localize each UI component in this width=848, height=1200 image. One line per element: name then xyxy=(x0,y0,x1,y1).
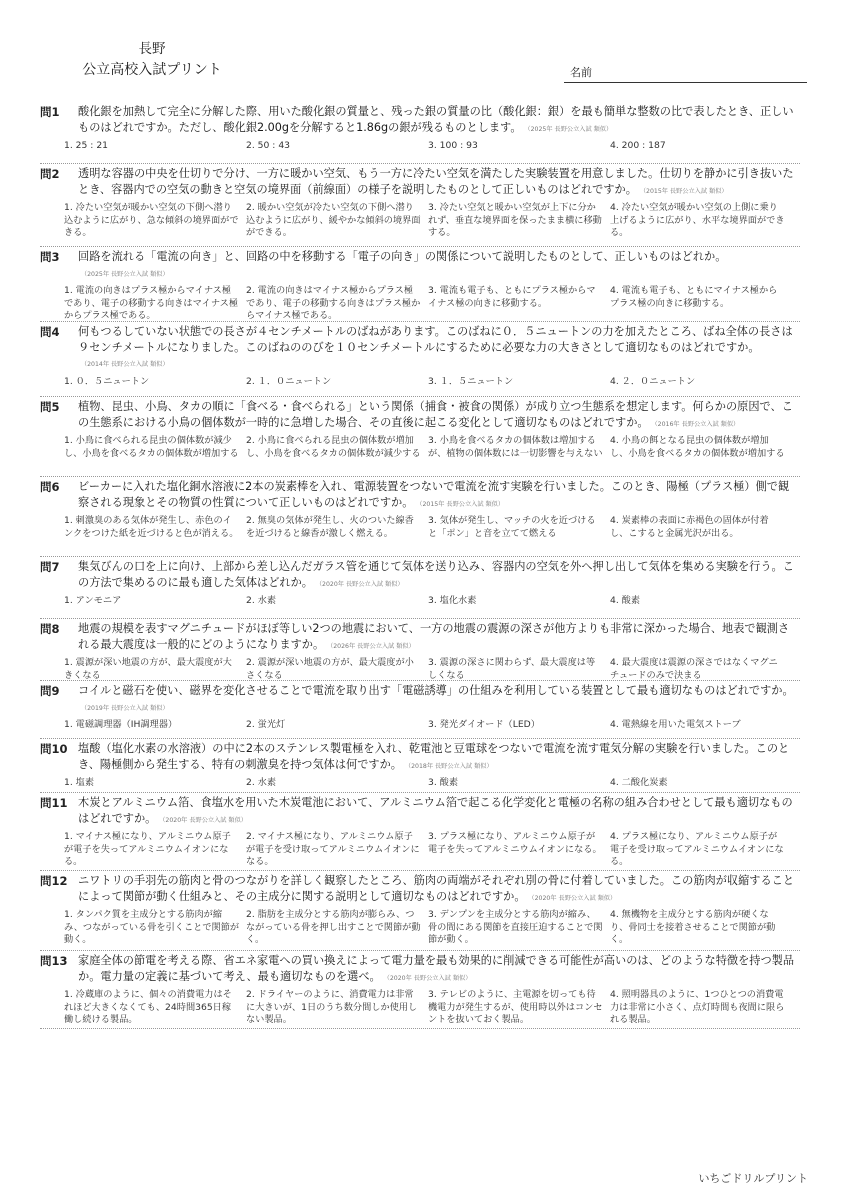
choice-row xyxy=(64,435,800,460)
choice-option[interactable]: 3. プラス極になり、アルミニウム原子が電子を失ってアルミニウムイオンになる。 xyxy=(428,831,602,855)
choice-option[interactable]: 1. 刺激臭のある気体が発生し、赤色のインクをつけた紙を近づけると色が消える。 xyxy=(64,515,239,539)
question-block xyxy=(40,951,800,1029)
region-label: 長野 xyxy=(138,41,166,57)
choice-option[interactable]: 2. 小鳥に食べられる昆虫の個体数が増加し、小鳥を食べるタカの個体数が減少する xyxy=(246,435,421,459)
question-source: （2020年 長野公立入試 類似） xyxy=(318,580,404,588)
choice-option[interactable]: 4. 200 : 187 xyxy=(610,140,666,152)
name-field[interactable] xyxy=(564,82,807,83)
choice-row xyxy=(64,909,800,947)
question-number: 問4 xyxy=(40,325,60,339)
choice-option[interactable]: 2. 電流の向きはマイナス極からプラス極であり、電子の移動する向きはプラス極からマイナス極である。 xyxy=(246,285,421,322)
question-number: 問12 xyxy=(40,874,68,888)
choice-option[interactable]: 1. 電磁調理器（IH調理器） xyxy=(64,719,178,731)
question-text xyxy=(78,739,800,774)
question-block xyxy=(40,397,800,477)
question-source: （2015年 長野公立入試 類似） xyxy=(642,187,728,195)
question-block xyxy=(40,164,800,247)
choice-option[interactable]: 3. 電流も電子も、ともにプラス極からマイナス極の向きに移動する。 xyxy=(428,285,596,309)
choice-row xyxy=(64,831,800,869)
choice-option[interactable]: 1. タンパク質を主成分とする筋肉が縮み、つながっている骨を引くことで関節が動く。 xyxy=(64,909,240,946)
question-block xyxy=(40,322,800,397)
choice-row xyxy=(64,515,800,540)
choice-option[interactable]: 1. マイナス極になり、アルミニウム原子が電子を失ってアルミニウムイオンになる。 xyxy=(64,831,231,868)
choice-option[interactable]: 4. 電流も電子も、ともにマイナス極からプラス極の向きに移動する。 xyxy=(610,285,778,309)
footer-brand: いちごドリルプリント xyxy=(698,1172,808,1185)
question-body: 家庭全体の節電を考える際、省エネ家電への買い換えによって電力量を最も効果的に削減できる可能性が高いのは、どのような特徴を持つ製品か。電力量の定義に基づいて考え、最も適切なものを選べ。 xyxy=(78,954,795,983)
question-source: （2020年 長野公立入試 類似） xyxy=(162,816,247,824)
question-text xyxy=(78,322,800,373)
choice-option[interactable]: 3. デンプンを主成分とする筋肉が縮み、骨の間にある関節を直接圧迫することで関節が動く。 xyxy=(428,909,603,946)
choice-option[interactable]: 1. 塩素 xyxy=(64,777,95,789)
choice-row xyxy=(64,777,800,790)
question-block xyxy=(40,793,800,871)
question-block xyxy=(40,871,800,951)
question-block xyxy=(40,557,800,619)
question-text xyxy=(78,619,800,654)
question-text xyxy=(78,102,800,137)
question-number: 問11 xyxy=(40,796,68,810)
choice-option[interactable]: 2. ドライヤーのように、消費電力は非常に大きいが、1日のうち数分間しか使用しない製品。 xyxy=(246,989,418,1026)
question-source: （2018年 長野公立入試 類似） xyxy=(408,762,493,770)
choice-row xyxy=(64,657,800,682)
question-body: 集気びんの口を上に向け、上部から差し込んだガラス管を通じて気体を送り込み、容器内の空気を外へ押し出して気体を集める実験を行う。この方法で集めるのに最も適した気体はどれか。 xyxy=(78,560,794,589)
question-number: 問9 xyxy=(40,684,60,698)
question-body: 塩酸（塩化水素の水溶液）の中に2本のステンレス製電極を入れ、乾電池と豆電球をつないで電流を流す電気分解の実験を行いました。このとき、陽極側から発生する、特有の刺激臭を持つ気体は何ですか。 xyxy=(78,742,790,771)
choice-option[interactable]: 1. アンモニア xyxy=(64,595,122,607)
question-source: （2025年 長野公立入試 類似） xyxy=(527,125,613,133)
choice-option[interactable]: 4. 電熱線を用いた電気ストーブ xyxy=(610,719,741,731)
choice-option[interactable]: 3. 発光ダイオード（LED） xyxy=(428,719,540,731)
choice-option[interactable]: 4. 酸素 xyxy=(610,595,641,607)
choice-option[interactable]: 2. 無臭の気体が発生し、火のついた線香を近づけると線香が激しく燃える。 xyxy=(246,515,414,539)
choice-option[interactable]: 4. ２．０ニュートン xyxy=(610,375,696,387)
question-body: 透明な容器の中央を仕切りで分け、一方に暖かい空気、もう一方に冷たい空気を満たした実験装置を用意しました。仕切りを静かに引き抜いたとき、容器内での空気の動きと空気の境界面（前線面）の様子を説明したものとして正しいものはどれですか。 xyxy=(78,167,794,196)
question-text xyxy=(78,681,800,716)
question-text xyxy=(78,951,800,986)
question-number: 問8 xyxy=(40,622,60,636)
question-number: 問2 xyxy=(40,167,60,181)
question-number: 問13 xyxy=(40,954,68,968)
choice-option[interactable]: 3. 冷たい空気と暖かい空気が上下に分かれず、垂直な境界面を保ったまま横に移動する。 xyxy=(428,202,602,239)
choice-option[interactable]: 3. テレビのように、主電源を切っても待機電力が発生するが、使用時以外はコンセントを抜いておく製品。 xyxy=(428,989,603,1026)
choice-option[interactable]: 2. 暖かい空気が冷たい空気の下側へ潜り込むように広がり、緩やかな傾斜の境界面ができる。 xyxy=(246,202,421,239)
question-text xyxy=(78,557,800,592)
choice-option[interactable]: 2. 脂肪を主成分とする筋肉が膨らみ、つながっている骨を押し出すことで関節が動く。 xyxy=(246,909,421,946)
choice-option[interactable]: 2. 震源が深い地震の方が、最大震度が小さくなる xyxy=(246,657,414,681)
question-block xyxy=(40,247,800,322)
question-text xyxy=(78,164,800,199)
choice-option[interactable]: 3. 震源の深さに関わらず、最大震度は等しくなる xyxy=(428,657,596,681)
choice-option[interactable]: 4. 照明器具のように、1つひとつの消費電力は非常に小さく、点灯時間も夜間に限られる製品。 xyxy=(610,989,785,1026)
question-body: 何もつるしていない状態での長さが４センチメートルのばねがあります。このばねに０．５ニュートンの力を加えたところ、ばね全体の長さは９センチメートルになりました。このばねののびを１０センチメートルにするために必要な力の大きさとして適切なものはどれですか。 xyxy=(78,325,793,354)
question-body: 地震の規模を表すマグニチュードがほぼ等しい2つの地震において、一方の地震の震源の深さが他方よりも非常に深かった場合、地表で観測される最大震度は一般的にどのようになりますか。 xyxy=(78,622,790,651)
choice-row xyxy=(64,719,800,732)
question-body: ニワトリの手羽先の筋肉と骨のつながりを詳しく観察したところ、筋肉の両端がそれぞれ別の骨に付着していました。この筋肉が収縮することによって関節が動く仕組みと、その主成分に関する説明として適切なものはどれですか。 xyxy=(78,874,795,903)
question-number: 問5 xyxy=(40,400,60,414)
question-block xyxy=(40,739,800,793)
choice-option[interactable]: 3. 100 : 93 xyxy=(428,140,478,152)
question-source: （2020年 長野公立入試 類似） xyxy=(386,974,472,982)
choice-row xyxy=(64,202,800,240)
choice-option[interactable]: 1. ０．５ニュートン xyxy=(64,375,150,387)
question-source: （2020年 長野公立入試 類似） xyxy=(531,894,617,902)
choice-option[interactable]: 1. 小鳥に食べられる昆虫の個体数が減少し、小鳥を食べるタカの個体数が増加する xyxy=(64,435,239,459)
choice-row xyxy=(64,989,800,1027)
question-text xyxy=(78,477,800,512)
choice-option[interactable]: 3. 酸素 xyxy=(428,777,459,789)
question-body: ビーカーに入れた塩化銅水溶液に2本の炭素棒を入れ、電源装置をつないで電流を流す実験を行いました。このとき、陽極（プラス極）側で観察される現象とその物質の性質について正しいものはどれですか。 xyxy=(78,480,790,509)
choice-option[interactable]: 2. 水素 xyxy=(246,777,277,789)
question-number: 問6 xyxy=(40,480,60,494)
question-source: （2016年 長野公立入試 類似） xyxy=(654,420,740,428)
choice-option[interactable]: 2. 50 : 43 xyxy=(246,140,291,152)
question-block xyxy=(40,477,800,557)
choice-option[interactable]: 4. プラス極になり、アルミニウム原子が電子を受け取ってアルミニウムイオンになる。 xyxy=(610,831,784,868)
question-body: 酸化銀を加熱して完全に分解した際、用いた酸化銀の質量と、残った銀の質量の比（酸化銀：銀）を最も簡単な整数の比で表したとき、正しいものはどれですか。ただし、酸化銀2.00gを分解すると1.86gの銀が残るものとします。 xyxy=(78,105,794,134)
choice-option[interactable]: 2. マイナス極になり、アルミニウム原子が電子を受け取ってアルミニウムイオンになる。 xyxy=(246,831,420,868)
question-text xyxy=(78,247,800,282)
question-body: 回路を流れる「電流の向き」と、回路の中を移動する「電子の向き」の関係について説明したものとして、正しいものはどれか。 xyxy=(78,250,727,263)
question-source: （2014年 長野公立入試 類似） xyxy=(84,361,169,369)
question-number: 問1 xyxy=(40,105,60,119)
choice-option[interactable]: 1. 冷蔵庫のように、個々の消費電力はそれほど大きくなくても、24時間365日稼働し続ける製品。 xyxy=(64,989,232,1026)
question-source: （2015年 長野公立入試 類似） xyxy=(419,500,505,508)
choice-row xyxy=(64,285,800,323)
question-source: （2026年 長野公立入試 類似） xyxy=(330,642,415,650)
question-text xyxy=(78,793,800,828)
choice-option[interactable]: 2. １．０ニュートン xyxy=(246,375,332,387)
choice-option[interactable]: 2. 水素 xyxy=(246,595,277,607)
choice-option[interactable]: 4. 無機物を主成分とする筋肉が硬くなり、骨同士を接着させることで関節が動く。 xyxy=(610,909,776,946)
print-title: 公立高校入試プリント xyxy=(82,62,222,78)
question-body: 植物、昆虫、小鳥、タカの順に「食べる・食べられる」という関係（捕食・被食の関係）が成り立つ生態系を想定します。何らかの原因で、この生態系における小鳥の個体数が一時的に急増した場合、その直後に起こる変化として適切なものはどれですか。 xyxy=(78,400,793,429)
question-number: 問10 xyxy=(40,742,68,756)
question-block xyxy=(40,681,800,739)
question-text xyxy=(78,397,800,432)
choice-row xyxy=(64,140,800,153)
question-block xyxy=(40,619,800,681)
choice-option[interactable]: 3. 塩化水素 xyxy=(428,595,477,607)
choice-option[interactable]: 4. 最大震度は震源の深さではなくマグニチュードのみで決まる xyxy=(610,657,778,681)
choice-option[interactable]: 1. 25 : 21 xyxy=(64,140,109,152)
choice-option[interactable]: 4. 小鳥の餌となる昆虫の個体数が増加し、小鳥を食べるタカの個体数が増加する xyxy=(610,435,785,459)
choice-option[interactable]: 4. 二酸化炭素 xyxy=(610,777,668,789)
question-block xyxy=(40,102,800,164)
choice-option[interactable]: 4. 炭素棒の表面に赤褐色の固体が付着し、こすると金属光沢が出る。 xyxy=(610,515,769,539)
choice-option[interactable]: 3. 気体が発生し、マッチの火を近づけると「ポン」と音を立てて燃える xyxy=(428,515,596,539)
choice-option[interactable]: 3. １．５ニュートン xyxy=(428,375,514,387)
question-text xyxy=(78,871,800,906)
choice-option[interactable]: 1. 冷たい空気が暖かい空気の下側へ潜り込むように広がり、急な傾斜の境界面ができる。 xyxy=(64,202,239,239)
question-number: 問7 xyxy=(40,560,60,574)
choice-option[interactable]: 3. 小鳥を食べるタカの個体数は増加するが、植物の個体数には一切影響を与えない xyxy=(428,435,603,459)
question-source: （2025年 長野公立入試 類似） xyxy=(84,270,169,278)
name-label: 名前 xyxy=(570,66,592,79)
choice-row xyxy=(64,376,800,389)
choice-option[interactable]: 1. 震源が深い地震の方が、最大震度が大きくなる xyxy=(64,657,232,681)
choice-option[interactable]: 4. 冷たい空気が暖かい空気の上側に乗り上げるように広がり、水平な境界面ができる。 xyxy=(610,202,785,239)
question-list xyxy=(40,102,800,1029)
choice-option[interactable]: 2. 蛍光灯 xyxy=(246,719,286,731)
choice-option[interactable]: 1. 電流の向きはプラス極からマイナス極であり、電子の移動する向きはマイナス極からプラス極である。 xyxy=(64,285,239,322)
question-body: 木炭とアルミニウム箔、食塩水を用いた木炭電池において、アルミニウム箔で起こる化学変化と電極の名称の組み合わせとして最も適切なものはどれですか。 xyxy=(78,796,793,825)
question-source: （2019年 長野公立入試 類似） xyxy=(84,704,169,712)
choice-row xyxy=(64,595,800,608)
question-body: コイルと磁石を使い、磁界を変化させることで電流を取り出す「電磁誘導」の仕組みを利用している装置として最も適切なものはどれですか。 xyxy=(78,684,794,697)
question-number: 問3 xyxy=(40,250,60,264)
